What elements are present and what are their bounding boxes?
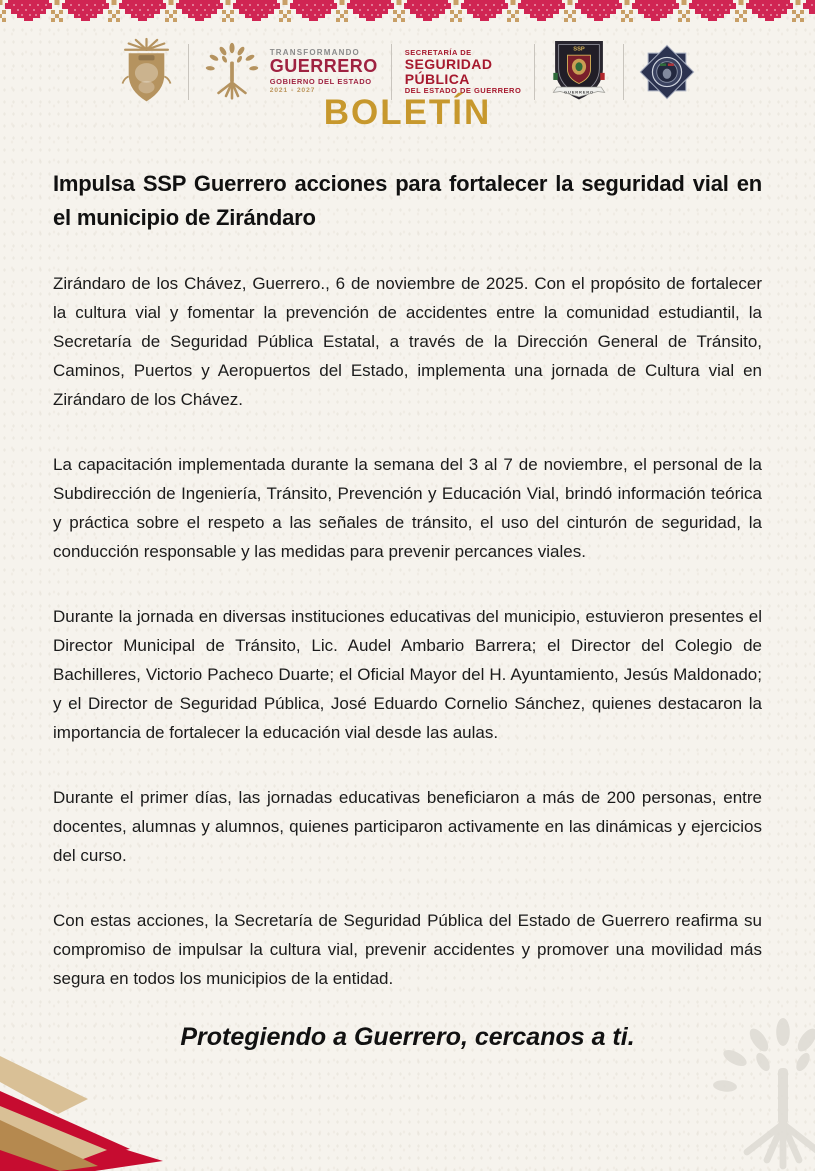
headline: Impulsa SSP Guerrero acciones para fortalecer la seguridad vial en el municipio de Zirándaro bbox=[53, 171, 762, 230]
gov-period: 2021 - 2027 bbox=[269, 87, 316, 95]
header-divider bbox=[188, 44, 189, 100]
paragraph-2: La capacitación implementada durante la semana del 3 al 7 de noviembre, el personal de la Subdirección de Ingeniería, Tránsito, Prevención y Educación Vial, brindó información teórica y práctica sobre el respeto a las señales de tránsito, el uso del cinturón de seguridad, la conducción responsable y las medidas para prevenir percances viales. bbox=[53, 455, 762, 561]
paragraph-4: Durante el primer días, las jornadas educativas beneficiaron a más de 200 personas, entre docentes, alumnas y alumnos, quienes participaron activamente en las dinámicas y ejercicios del curso. bbox=[53, 788, 762, 865]
ssp-line2: SEGURIDAD bbox=[404, 55, 493, 72]
secretariat-wordmark bbox=[405, 49, 522, 95]
government-wordmark bbox=[270, 49, 378, 95]
bulletin-title: BOLETÍN bbox=[323, 93, 492, 132]
tree-watermark-icon bbox=[668, 1012, 815, 1171]
corner-ribbons-decoration bbox=[0, 1011, 270, 1171]
ssp-line1: SECRETARÍA DE bbox=[404, 47, 472, 57]
bulletin-body bbox=[53, 149, 762, 1052]
header-divider bbox=[534, 44, 535, 100]
paragraph-3: Durante la jornada en diversas instituciones educativas del municipio, estuvieron presentes el Director Municipal de Tránsito, Lic. Audel Ambario Barrera; el Director del Colegio de Bachilleres, Victorio Pacheco Duarte; el Oficial Mayor del H. Ayuntamiento, Jesús Maldonado; y el Director de Seguridad Pública, José Eduardo Cornelio Sánchez, quienes destacaron la importancia de fortalecer la educación vial desde las aulas. bbox=[53, 607, 762, 742]
ssp-line3: PÚBLICA bbox=[404, 71, 470, 87]
gov-subtitle: GOBIERNO DEL ESTADO bbox=[269, 77, 372, 87]
paragraph-5: Con estas acciones, la Secretaría de Seguridad Pública del Estado de Guerrero reafirma su compromiso de impulsar la cultura vial, prevenir accidentes y promover una movilidad más segura en todos los municipios de la entidad. bbox=[53, 911, 762, 988]
gov-tagline: TRANSFORMANDO bbox=[269, 48, 360, 58]
footer-slogan: Protegiendo a Guerrero, cercanos a ti. bbox=[180, 1023, 635, 1051]
paragraph-1: Zirándaro de los Chávez, Guerrero., 6 de noviembre de 2025. Con el propósito de fortalecer la cultura vial y fomentar la prevención de accidentes entre la comunidad estudiantil, la Secretaría de Seguridad Pública Estatal, a través de la Dirección General de Tránsito, Caminos, Puertos y Aeropuertos del Estado, implementa una jornada de Cultura vial en Zirándaro de los Chávez. bbox=[53, 274, 762, 409]
ssp-line4: DEL ESTADO DE GUERRERO bbox=[404, 86, 522, 96]
header-divider bbox=[391, 44, 392, 100]
svg-text:SSP: SSP bbox=[573, 46, 586, 53]
decorative-border-pattern bbox=[0, 0, 815, 23]
svg-text:GUERRERO: GUERRERO bbox=[564, 89, 595, 95]
gov-state-name: GUERRERO bbox=[269, 56, 378, 77]
header-divider bbox=[623, 44, 624, 100]
